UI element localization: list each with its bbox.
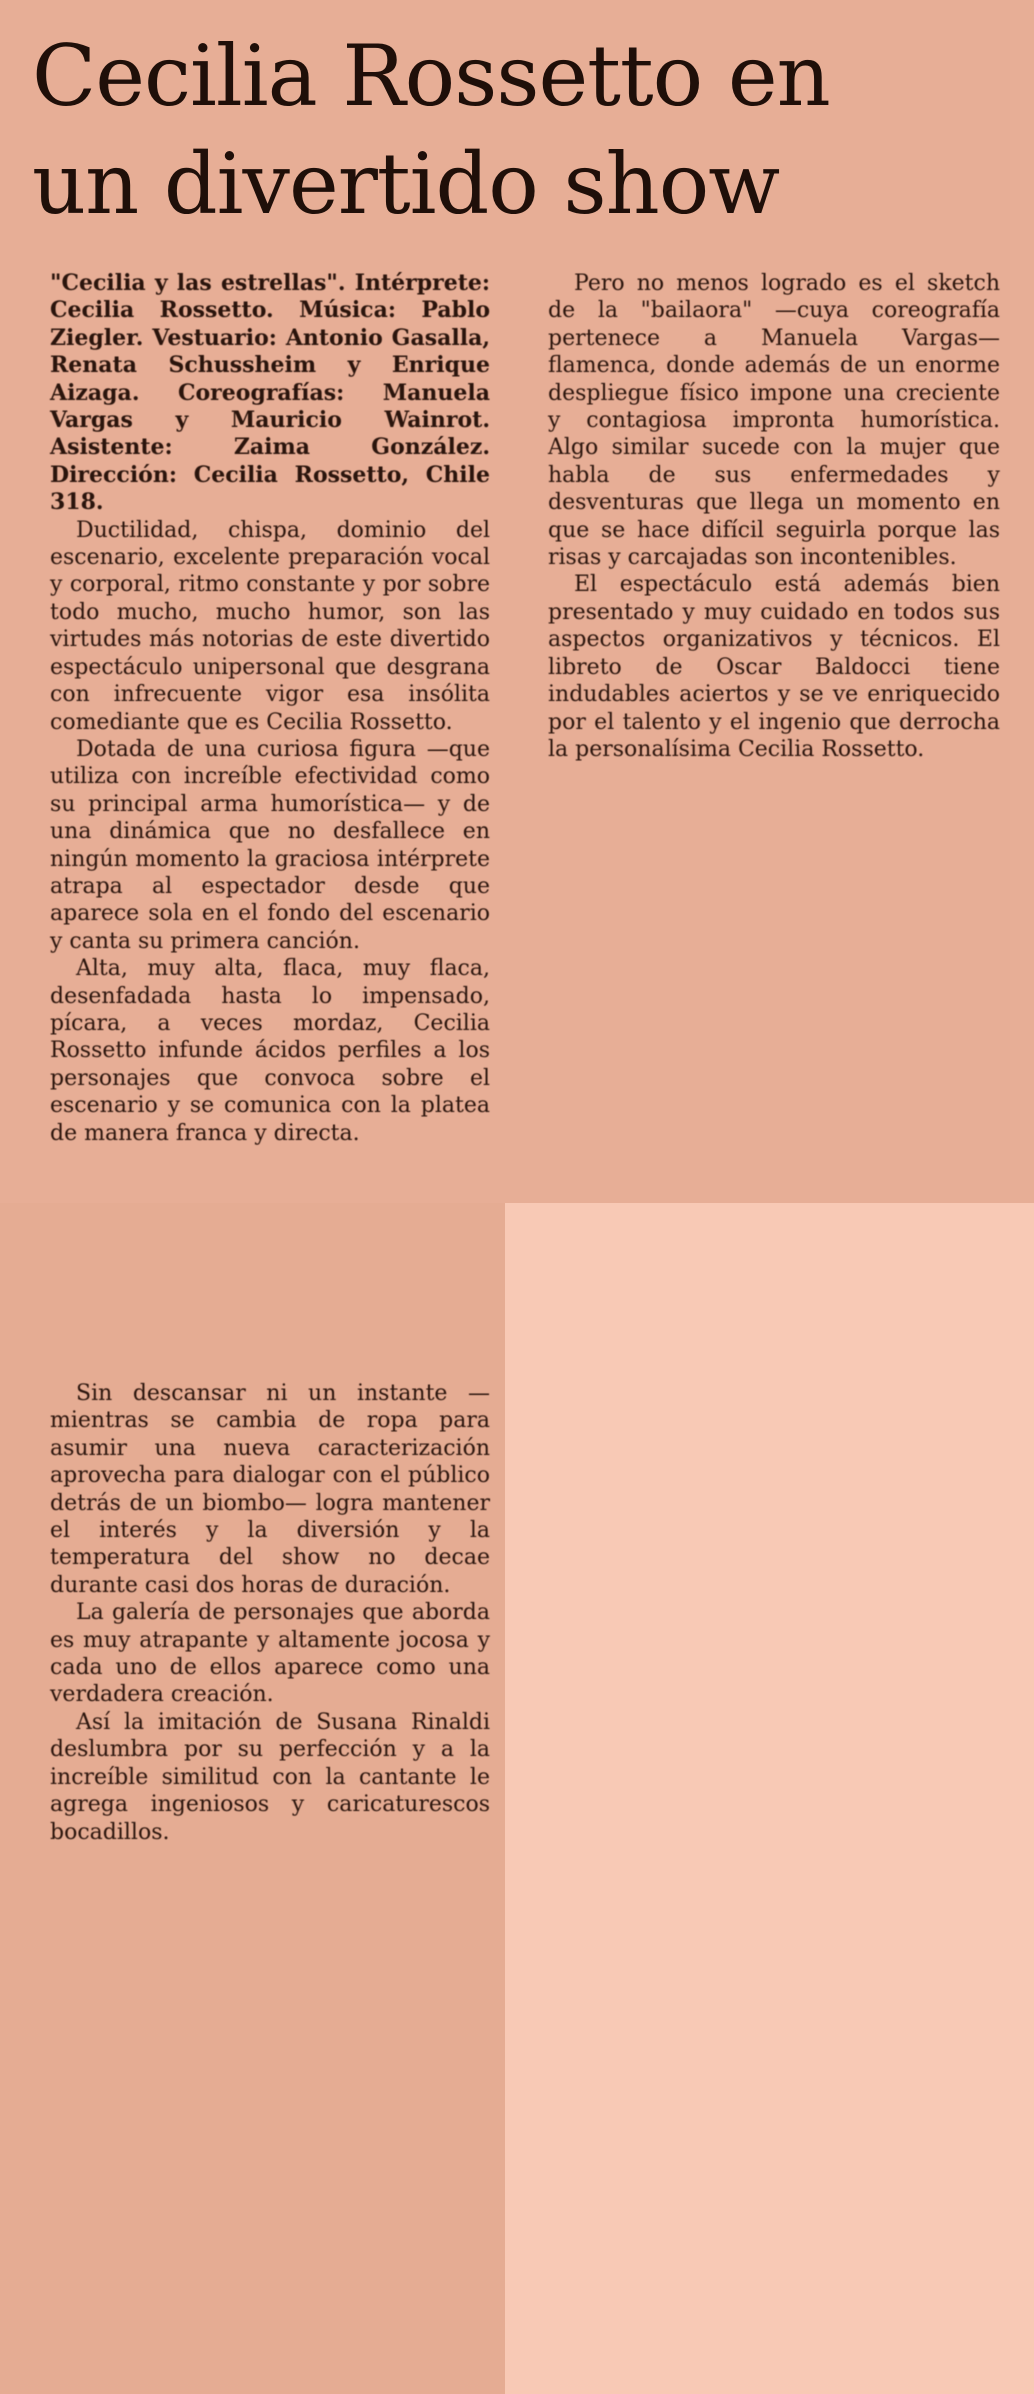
article-column-left-upper	[50, 270, 490, 1147]
article-paragraph: La galería de personajes que aborda es muy atrapante y altamente jocosa y cada uno de ellos aparece como una verdadera creación.	[50, 1600, 490, 1708]
article-paragraph: Sin descansar ni un instante —mientras se cambia de ropa para asumir una nueva caracterización aprovecha para dialogar con el público detrás de un biombo— logra mantener el interés y la diversión y la temperatura del show no decae durante casi dos horas de duración.	[50, 1381, 490, 1598]
article-column-right	[548, 270, 1000, 763]
article-credits: "Cecilia y las estrellas". Intérprete: Cecilia Rossetto. Música: Pablo Ziegler. Vestuario: Antonio Gasalla, Renata Schussheim y Enrique Aizaga. Coreografías: Manuela Vargas y Mauricio Wainrot. Asistente: Zaima González. Dirección: Cecilia Rossetto, Chile 318.	[50, 270, 490, 516]
blank-background	[505, 1203, 1034, 2394]
article-paragraph: Así la imitación de Susana Rinaldi deslumbra por su perfección y a la increíble similitud con la cantante le agrega ingeniosos y caricaturescos bocadillos.	[50, 1709, 490, 1845]
headline-line-1: Cecilia Rossetto en	[32, 27, 830, 125]
headline-line-2: un divertido show	[32, 135, 780, 233]
article-paragraph: Dotada de una curiosa figura —que utiliza con increíble efectividad como su principal arma humorística— y de una dinámica que no desfallece en ningún momento la graciosa intérprete atrapa al espectador desde que aparece sola en el fondo del escenario y canta su primera canción.	[50, 736, 490, 954]
article-paragraph: Alta, muy alta, flaca, muy flaca, desenfadada hasta lo impensado, pícara, a veces mordaz, Cecilia Rossetto infunde ácidos perfiles a los personajes que convoca sobre el escenario y se comunica con la platea de manera franca y directa.	[50, 956, 490, 1146]
article-headline	[32, 22, 1012, 238]
article-column-left-lower	[50, 1380, 490, 1846]
article-paragraph: Ductilidad, chispa, dominio del escenario, excelente preparación vocal y corporal, ritmo constante y por sobre todo mucho, mucho humor, son las virtudes más notorias de este divertido espectáculo unipersonal que desgrana con infrecuente vigor esa insólita comediante que es Cecilia Rossetto.	[50, 517, 490, 735]
article-paragraph: El espectáculo está además bien presentado y muy cuidado en todos sus aspectos organizativos y técnicos. El libreto de Oscar Baldocci tiene indudables aciertos y se ve enriquecido por el talento y el ingenio que derrocha la personalísima Cecilia Rossetto.	[548, 572, 1000, 762]
article-paragraph: Pero no menos logrado es el sketch de la "bailaora" —cuya coreografía pertenece a Manuela Vargas— flamenca, donde además de un enorme despliegue físico impone una creciente y contagiosa impronta humorística. Algo similar sucede con la mujer que habla de sus enfermedades y desventuras que llega un momento en que se hace difícil seguirla porque las risas y carcajadas son incontenibles.	[548, 271, 1000, 571]
